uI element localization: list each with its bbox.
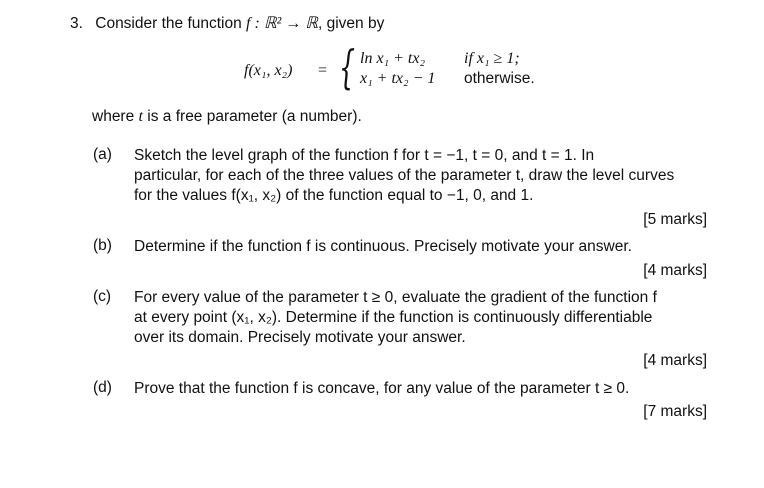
piecewise-formula: [244, 40, 564, 98]
part-a-label: (a): [93, 146, 112, 163]
parameter-note: where t is a free parameter (a number).: [92, 108, 362, 125]
formula-lhs: f(x₁, x₂): [244, 62, 293, 79]
part-d-text: Prove that the function f is concave, for any value of the parameter t ≥ 0.: [134, 380, 630, 397]
part-c-text: For every value of the parameter t ≥ 0, evaluate the gradient of the function f at every point (x₁, x₂). Determine if the function is continuously differentiable over its domain. Precisely motivate your answer.: [134, 289, 657, 346]
case1-expression: ln x₁ + tx₂: [360, 50, 426, 67]
case2-expression: x₁ + tx₂ − 1: [360, 70, 436, 87]
part-b-label: (b): [93, 237, 112, 254]
part-c-marks: [4 marks]: [643, 352, 707, 369]
part-b-text: Determine if the function f is continuous. Precisely motivate your answer.: [134, 238, 632, 255]
formula-equals: =: [318, 62, 328, 79]
part-a-text: Sketch the level graph of the function f for t = −1, t = 0, and t = 1. In particular, for each of the three values of the parameter t, draw the level curves for the values f(x₁, x₂) of the function equal to −1, 0, and 1.: [134, 147, 675, 204]
question-intro-tail: , given by: [317, 15, 385, 32]
question-intro: Consider the function: [95, 15, 242, 32]
part-a-marks: [5 marks]: [643, 211, 707, 228]
left-brace: {: [339, 40, 356, 94]
question-number: 3.: [70, 15, 83, 32]
part-d-label: (d): [93, 379, 112, 396]
part-b-marks: [4 marks]: [643, 262, 707, 279]
part-c-label: (c): [93, 288, 112, 305]
part-d-marks: [7 marks]: [643, 403, 707, 420]
function-signature: f : ℝ² → ℝ: [246, 15, 318, 32]
case1-condition: if x₁ ≥ 1;: [464, 50, 520, 67]
question-header: [70, 13, 384, 33]
case2-condition: otherwise.: [464, 70, 535, 87]
